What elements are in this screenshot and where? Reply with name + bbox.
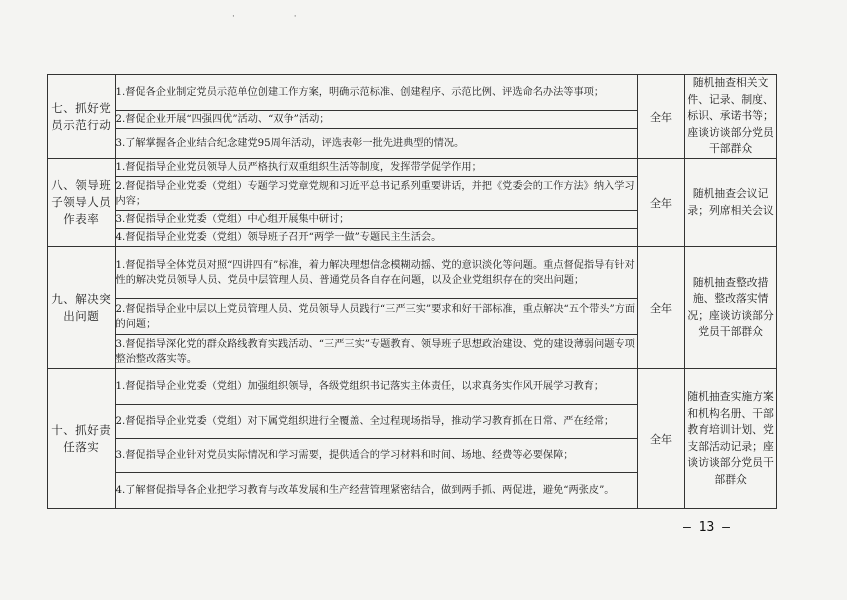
item-cell: 3.了解掌握各企业结合纪念建党95周年活动，评选表彰一批先进典型的情况。 <box>115 129 637 159</box>
item-cell: 2.督促指导企业党委（党组）对下属党组织进行全覆盖、全过程现场指导，推动学习教育抓在日常、严在经常； <box>115 405 637 439</box>
header-marks: · · <box>232 12 325 22</box>
time-cell: 全年 <box>637 247 684 369</box>
category-cell: 八、领导班子领导人员作表率 <box>48 159 116 247</box>
item-cell: 2.督促指导企业党委（党组）专题学习党章党规和习近平总书记系列重要讲话，并把《党委会的工作方法》纳入学习内容； <box>115 177 637 211</box>
item-cell: 2.督促企业开展“四强四优”活动、“双争”活动； <box>115 111 637 129</box>
item-cell: 1.督促指导全体党员对照“四讲四有”标准，着力解决理想信念模糊动摇、党的意识淡化等问题。重点督促指导有针对性的解决党员领导人员、党员中层管理人员、普通党员各自存在问题，以及企业党组织存在的突出问题； <box>115 247 637 299</box>
table-row <box>48 75 777 111</box>
time-cell: 全年 <box>637 159 684 247</box>
item-cell: 3.督促指导深化党的群众路线教育实践活动、“三严三实”专题教育、领导班子思想政治建设、党的建设薄弱问题专项整治整改落实等。 <box>115 335 637 369</box>
supervision-table <box>47 74 777 509</box>
time-cell: 全年 <box>637 369 684 509</box>
item-cell: 3.督促指导企业针对党员实际情况和学习需要，提供适合的学习材料和时间、场地、经费等必要保障； <box>115 439 637 473</box>
item-cell: 1.督促指导企业党委（党组）加强组织领导，各级党组织书记落实主体责任，以求真务实作风开展学习教育； <box>115 369 637 405</box>
table-row <box>48 159 777 177</box>
method-cell: 随机抽查实施方案和机构名册、干部教育培训计划、党支部活动记录；座谈访谈部分党员干部群众 <box>685 369 777 509</box>
item-cell: 2.督促指导企业中层以上党员管理人员、党员领导人员践行“三严三实”要求和好干部标准，重点解决“五个带头”方面的问题； <box>115 299 637 335</box>
time-cell: 全年 <box>637 75 684 159</box>
page-number: — 13 — <box>683 520 730 535</box>
category-cell: 七、抓好党员示范行动 <box>48 75 116 159</box>
category-cell: 十、抓好责任落实 <box>48 369 116 509</box>
method-cell: 随机抽查整改措施、整改落实情况；座谈访谈部分党员干部群众 <box>685 247 777 369</box>
item-cell: 4.了解督促指导各企业把学习教育与改革发展和生产经营管理紧密结合，做到两手抓、两促进，避免“两张皮”。 <box>115 473 637 509</box>
item-cell: 4.督促指导企业党委（党组）领导班子召开“两学一做”专题民主生活会。 <box>115 229 637 247</box>
method-cell: 随机抽查相关文件、记录、制度、标识、承诺书等；座谈访谈部分党员干部群众 <box>685 75 777 159</box>
item-cell: 3.督促指导企业党委（党组）中心组开展集中研讨； <box>115 211 637 229</box>
method-cell: 随机抽查会议记录；列席相关会议 <box>685 159 777 247</box>
item-cell: 1.督促指导企业党员领导人员严格执行双重组织生活等制度，发挥带学促学作用； <box>115 159 637 177</box>
item-cell: 1.督促各企业制定党员示范单位创建工作方案，明确示范标准、创建程序、示范比例、评选命名办法等事项； <box>115 75 637 111</box>
table-row <box>48 247 777 299</box>
table-row <box>48 369 777 405</box>
category-cell: 九、解决突出问题 <box>48 247 116 369</box>
